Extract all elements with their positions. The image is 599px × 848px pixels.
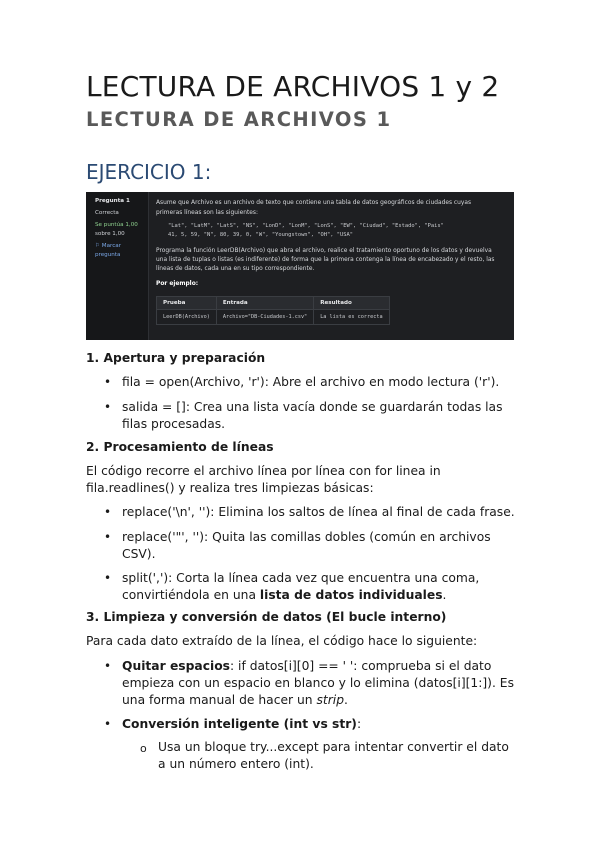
table-header: Entrada [216, 297, 313, 310]
sample-data-line-2: 41, 5, 59, "N", 80, 39, 0, "W", "Youngstown", "OH", "USA" [168, 232, 353, 238]
question-score: Se puntúa 1,00 [95, 222, 138, 228]
bullet-icon: • [104, 530, 112, 544]
section-2-item-1: replace('\n', ''): Elimina los saltos de línea al final de cada frase. [122, 505, 515, 519]
exercise-heading: EJERCICIO 1: [86, 160, 212, 184]
task-line-2: una lista de tuplas o listas (es indiferente) de forma que la primera contenga la línea de encabezado y el resto, las [156, 257, 495, 263]
table-cell: LeerDB(Archivo) [157, 310, 217, 325]
emphasis-text: Conversión inteligente (int vs str) [122, 717, 357, 731]
section-2-item-2-line-2: CSV). [122, 547, 156, 561]
sample-data-line-1: "Lat", "LatM", "LatS", "NS", "LonD", "LonM", "LonS", "EW", "Ciudad", "Estado", "Pais" [168, 223, 444, 229]
example-label: Por ejemplo: [156, 281, 199, 287]
emphasis-text: Quitar espacios [122, 659, 230, 673]
sub-bullet-icon: o [140, 742, 147, 755]
question-max-score: sobre 1,00 [95, 231, 125, 237]
table-header-row [157, 297, 390, 310]
section-3-subitem-1-line-1: Usa un bloque try...except para intentar convertir el dato [158, 740, 509, 754]
intro-line-1: Asume que Archivo es un archivo de texto que contiene una tabla de datos geográficos de ciudades cuyas [156, 200, 472, 206]
section-2-item-3-line-1: split(','): Corta la línea cada vez que encuentra una coma, [122, 571, 480, 585]
bullet-icon: • [104, 717, 112, 731]
section-3-item-1-line-1: Quitar espacios: if datos[i][0] == ' ': comprueba si el dato [122, 659, 492, 673]
section-2-heading: 2. Procesamiento de líneas [86, 440, 274, 454]
flag-question-link[interactable]: ⚐ Marcar [95, 243, 122, 249]
bullet-icon: • [104, 659, 112, 673]
italic-text: strip [316, 693, 345, 707]
flag-icon: ⚐ [95, 243, 102, 249]
bullet-icon: • [104, 375, 112, 389]
page-title: LECTURA DE ARCHIVOS 1 y 2 [86, 70, 500, 103]
section-3-item-1-line-2: empieza con un espacio en blanco y lo elimina (datos[i][1:]). Es [122, 676, 514, 690]
table-row [157, 310, 390, 325]
section-1-item-2-line-2: filas procesadas. [122, 417, 226, 431]
table-header: Prueba [157, 297, 217, 310]
section-1-item-1: fila = open(Archivo, 'r'): Abre el archivo en modo lectura ('r'). [122, 375, 500, 389]
table-cell: Archivo="DB-Ciudades-1.csv" [216, 310, 313, 325]
bullet-icon: • [104, 571, 112, 585]
table-cell: La lista es correcta [314, 310, 389, 325]
section-1-item-2-line-1: salida = []: Crea una lista vacía donde se guardarán todas las [122, 400, 503, 414]
section-3-heading: 3. Limpieza y conversión de datos (El bucle interno) [86, 610, 447, 624]
question-info-panel [86, 192, 149, 340]
bullet-icon: • [104, 505, 112, 519]
section-2-paragraph-line-2: fila.readlines() y realiza tres limpiezas básicas: [86, 481, 374, 495]
bullet-icon: • [104, 400, 112, 414]
intro-line-2: primeras líneas son las siguientes: [156, 210, 258, 216]
task-line-3: líneas de datos, cada una en su tipo correspondiente. [156, 266, 315, 272]
question-status: Correcta [95, 210, 119, 216]
section-3-item-1-line-3: una forma manual de hacer un strip. [122, 693, 348, 707]
section-1-heading: 1. Apertura y preparación [86, 351, 266, 365]
task-line-1: Programa la función LeerDB(Archivo) que abra el archivo, realice el tratamiento oportuno de los datos y devuelva [156, 248, 492, 254]
exercise-screenshot [86, 192, 514, 340]
section-3-subitem-1-line-2: a un número entero (int). [158, 757, 314, 771]
example-table [156, 296, 390, 325]
section-3-item-2: Conversión inteligente (int vs str): [122, 717, 362, 731]
section-2-paragraph-line-1: El código recorre el archivo línea por línea con for linea in [86, 464, 441, 478]
section-2-item-2-line-1: replace('"', ''): Quita las comillas dobles (común en archivos [122, 530, 491, 544]
flag-question-link-2[interactable]: pregunta [95, 252, 121, 258]
emphasis-text: lista de datos individuales [259, 588, 443, 602]
section-2-item-3-line-2: convirtiéndola en una lista de datos individuales. [122, 588, 447, 602]
section-3-paragraph: Para cada dato extraído de la línea, el código hace lo siguiente: [86, 634, 478, 648]
page-subtitle: LECTURA DE ARCHIVOS 1 [86, 108, 392, 131]
table-header: Resultado [314, 297, 389, 310]
question-number: Pregunta 1 [95, 198, 130, 204]
